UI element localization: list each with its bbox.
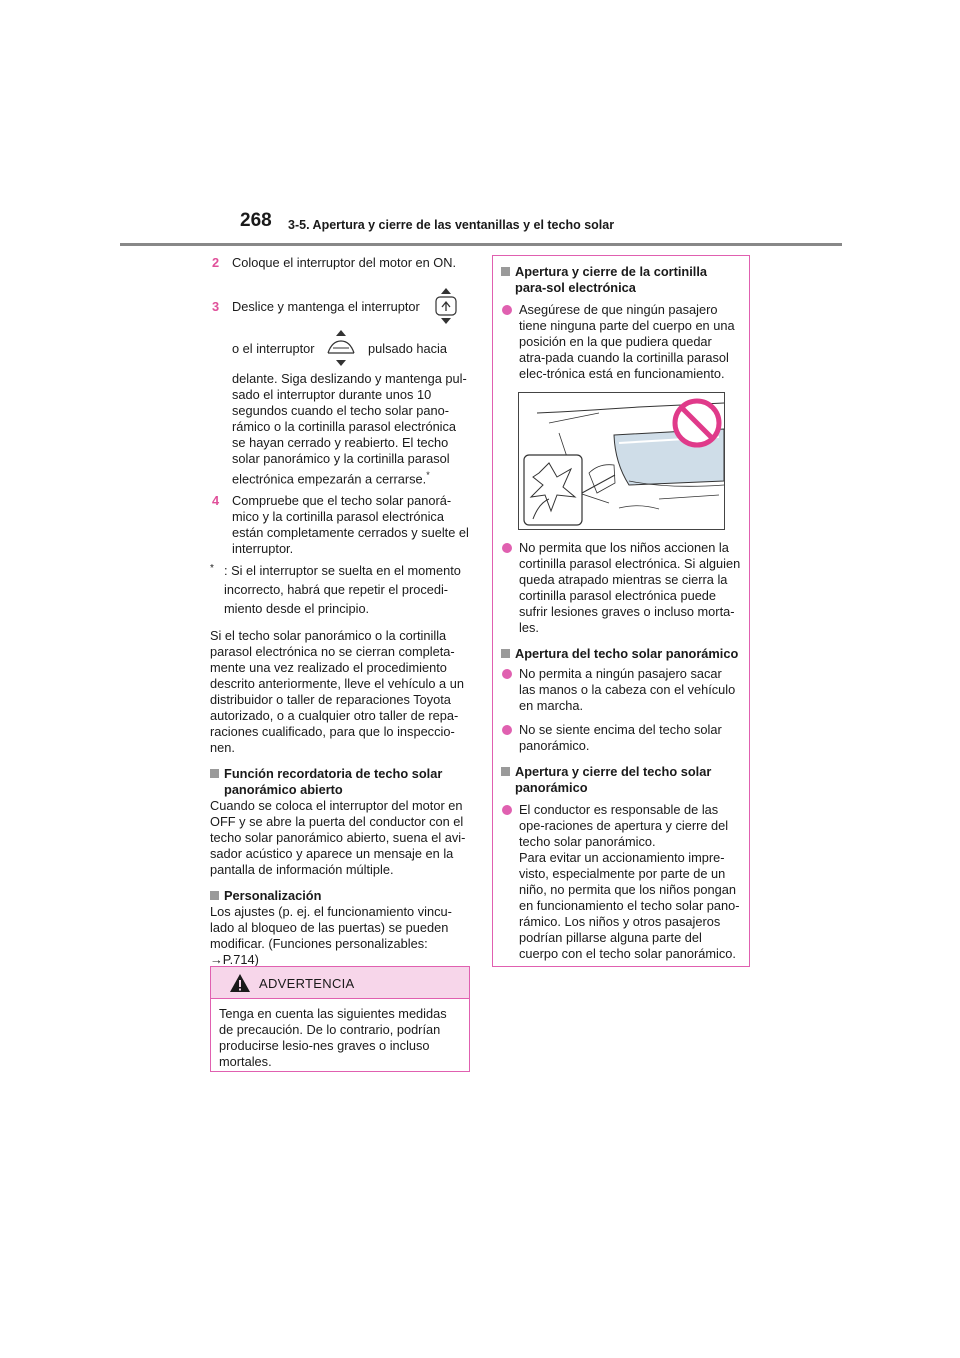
- step-text: pulsado hacia: [368, 341, 447, 356]
- round-bullet-icon: [502, 543, 512, 553]
- warning-box: [210, 966, 470, 1072]
- step-text: [232, 371, 472, 487]
- step-text: Deslice y mantenga el interruptor: [232, 299, 420, 314]
- heading-shade: [501, 264, 741, 296]
- right-column: [492, 255, 750, 967]
- header-rule: [120, 243, 842, 246]
- bullet-item: [501, 722, 741, 754]
- bullet-text: No permita a ningún pasajero sacar las manos o la cabeza con el vehículo en marcha.: [519, 666, 736, 713]
- sunroof-switch-icon: [432, 287, 460, 325]
- warning-header: [211, 967, 469, 999]
- bullet-text-continuation: Para evitar un accionamiento impre-visto, especialmente por parte de un niño, no permita que los niños pongan en funcionamiento el techo solar pano-rámico. Los niños y otros pasajeros podrían pillarse alguna parte del cuerpo con el techo solar panorámico.: [519, 850, 740, 961]
- heading-open-close: [501, 764, 741, 796]
- section-title: 3-5. Apertura y cierre de las ventanillas y el techo solar: [288, 218, 615, 232]
- square-bullet-icon: [501, 267, 510, 276]
- step-text: o el interruptor: [232, 341, 315, 356]
- page-reference-link[interactable]: →P.714): [210, 952, 259, 968]
- step-text: Coloque el interruptor del motor en ON.: [232, 255, 457, 270]
- step-3-continuation: delante. Siga deslizando y mantenga pul-sado el interruptor durante unos 10 segundos cuando el techo solar pano-rámico o la cortinilla parasol electrónica se hayan cerrado y reabierto. El techo solar panorámico y la cortinilla parasol electrónica empezarán a cerrarse.: [232, 371, 467, 487]
- customization-text: Los ajustes (p. ej. el funcionamiento vincu-lado al bloqueo de las puertas) se pueden modificar. (Funciones personalizables:: [210, 904, 452, 952]
- step-number: 2: [212, 255, 220, 270]
- bullet-item: [501, 666, 741, 714]
- page-number: 268: [240, 210, 272, 231]
- step-3: [210, 287, 472, 487]
- car-interior-illustration: [519, 393, 724, 529]
- round-bullet-icon: [502, 725, 512, 735]
- step-4: [210, 493, 472, 557]
- round-bullet-icon: [502, 669, 512, 679]
- footnote: [210, 561, 472, 618]
- heading-opening: [501, 646, 741, 662]
- shade-switch-icon: [324, 329, 358, 367]
- square-bullet-icon: [501, 767, 510, 776]
- step-text: Compruebe que el techo solar panorá-mico y la cortinilla parasol electrónica están completamente cerrados y suelte el interruptor.: [232, 493, 469, 557]
- square-bullet-icon: [501, 649, 510, 658]
- square-bullet-icon: [210, 769, 219, 778]
- step-3-line-2: [232, 329, 472, 367]
- bullet-text: No permita que los niños accionen la cortinilla parasol electrónica. Si alguien queda atrapado mientras se cierra la cortinilla parasol electrónica puede sufrir lesiones graves o incluso morta-les.: [519, 540, 741, 635]
- square-bullet-icon: [210, 891, 219, 900]
- warning-triangle-icon: [229, 973, 251, 993]
- heading-text: Función recordatoria de techo solar panorámico abierto: [224, 766, 443, 798]
- heading-customization: [210, 888, 472, 904]
- left-column: [210, 255, 472, 968]
- heading-text: Personalización: [224, 888, 322, 904]
- round-bullet-icon: [502, 305, 512, 315]
- round-bullet-icon: [502, 805, 512, 815]
- paragraph-inspection: Si el techo solar panorámico o la cortinilla parasol electrónica no se cierran completa-mente una vez realizado el procedimiento descrito anteriormente, lleve el vehículo a un distribuidor o taller de reparaciones Toyota autorizado, o a cualquier otro taller de repa-raciones cualificado, para que lo inspeccio-nen.: [210, 628, 464, 756]
- step-number: 3: [212, 299, 220, 314]
- bullet-item: [501, 302, 741, 382]
- asterisk: *: [426, 470, 430, 480]
- paragraph-reminder: Cuando se coloca el interruptor del motor en OFF y se abre la puerta del conductor con el techo solar panorámico abierto, suena el avi-sador acústico y aparece un mensaje en la pantalla de información múltiple.: [210, 798, 466, 878]
- heading-text: Apertura del techo solar panorámico: [515, 646, 739, 661]
- footnote-mark: *: [210, 563, 214, 575]
- step-number: 4: [212, 493, 220, 509]
- bullet-text: Asegúrese de que ningún pasajero tiene ninguna parte del cuerpo en una posición en la que pudiera quedar atra-pada cuando la cortinilla parasol elec-trónica está en funcionamiento.: [519, 302, 735, 381]
- paragraph-customization: [210, 904, 472, 968]
- warning-title: ADVERTENCIA: [259, 976, 355, 991]
- bullet-text: No se siente encima del techo solar panorámico.: [519, 722, 722, 753]
- sunshade-pinch-illustration: [518, 392, 725, 530]
- footnote-text: : Si el interruptor se suelta en el momento incorrecto, habrá que repetir el procedi-miento desde el principio.: [224, 563, 461, 617]
- warning-body: Tenga en cuenta las siguientes medidas de precaución. De lo contrario, podrían producirse lesio-nes graves o incluso mortales.: [219, 1006, 447, 1069]
- step-3-line-1: [232, 287, 472, 325]
- step-2: [210, 255, 472, 271]
- heading-reminder: [210, 766, 472, 798]
- heading-text: Apertura y cierre del techo solar panorámico: [515, 764, 712, 795]
- bullet-item: [501, 802, 741, 962]
- bullet-item: [501, 540, 741, 636]
- bullet-text: El conductor es responsable de las ope-raciones de apertura y cierre del techo solar panorámico.: [519, 802, 729, 849]
- heading-text: Apertura y cierre de la cortinilla para-sol electrónica: [515, 264, 708, 295]
